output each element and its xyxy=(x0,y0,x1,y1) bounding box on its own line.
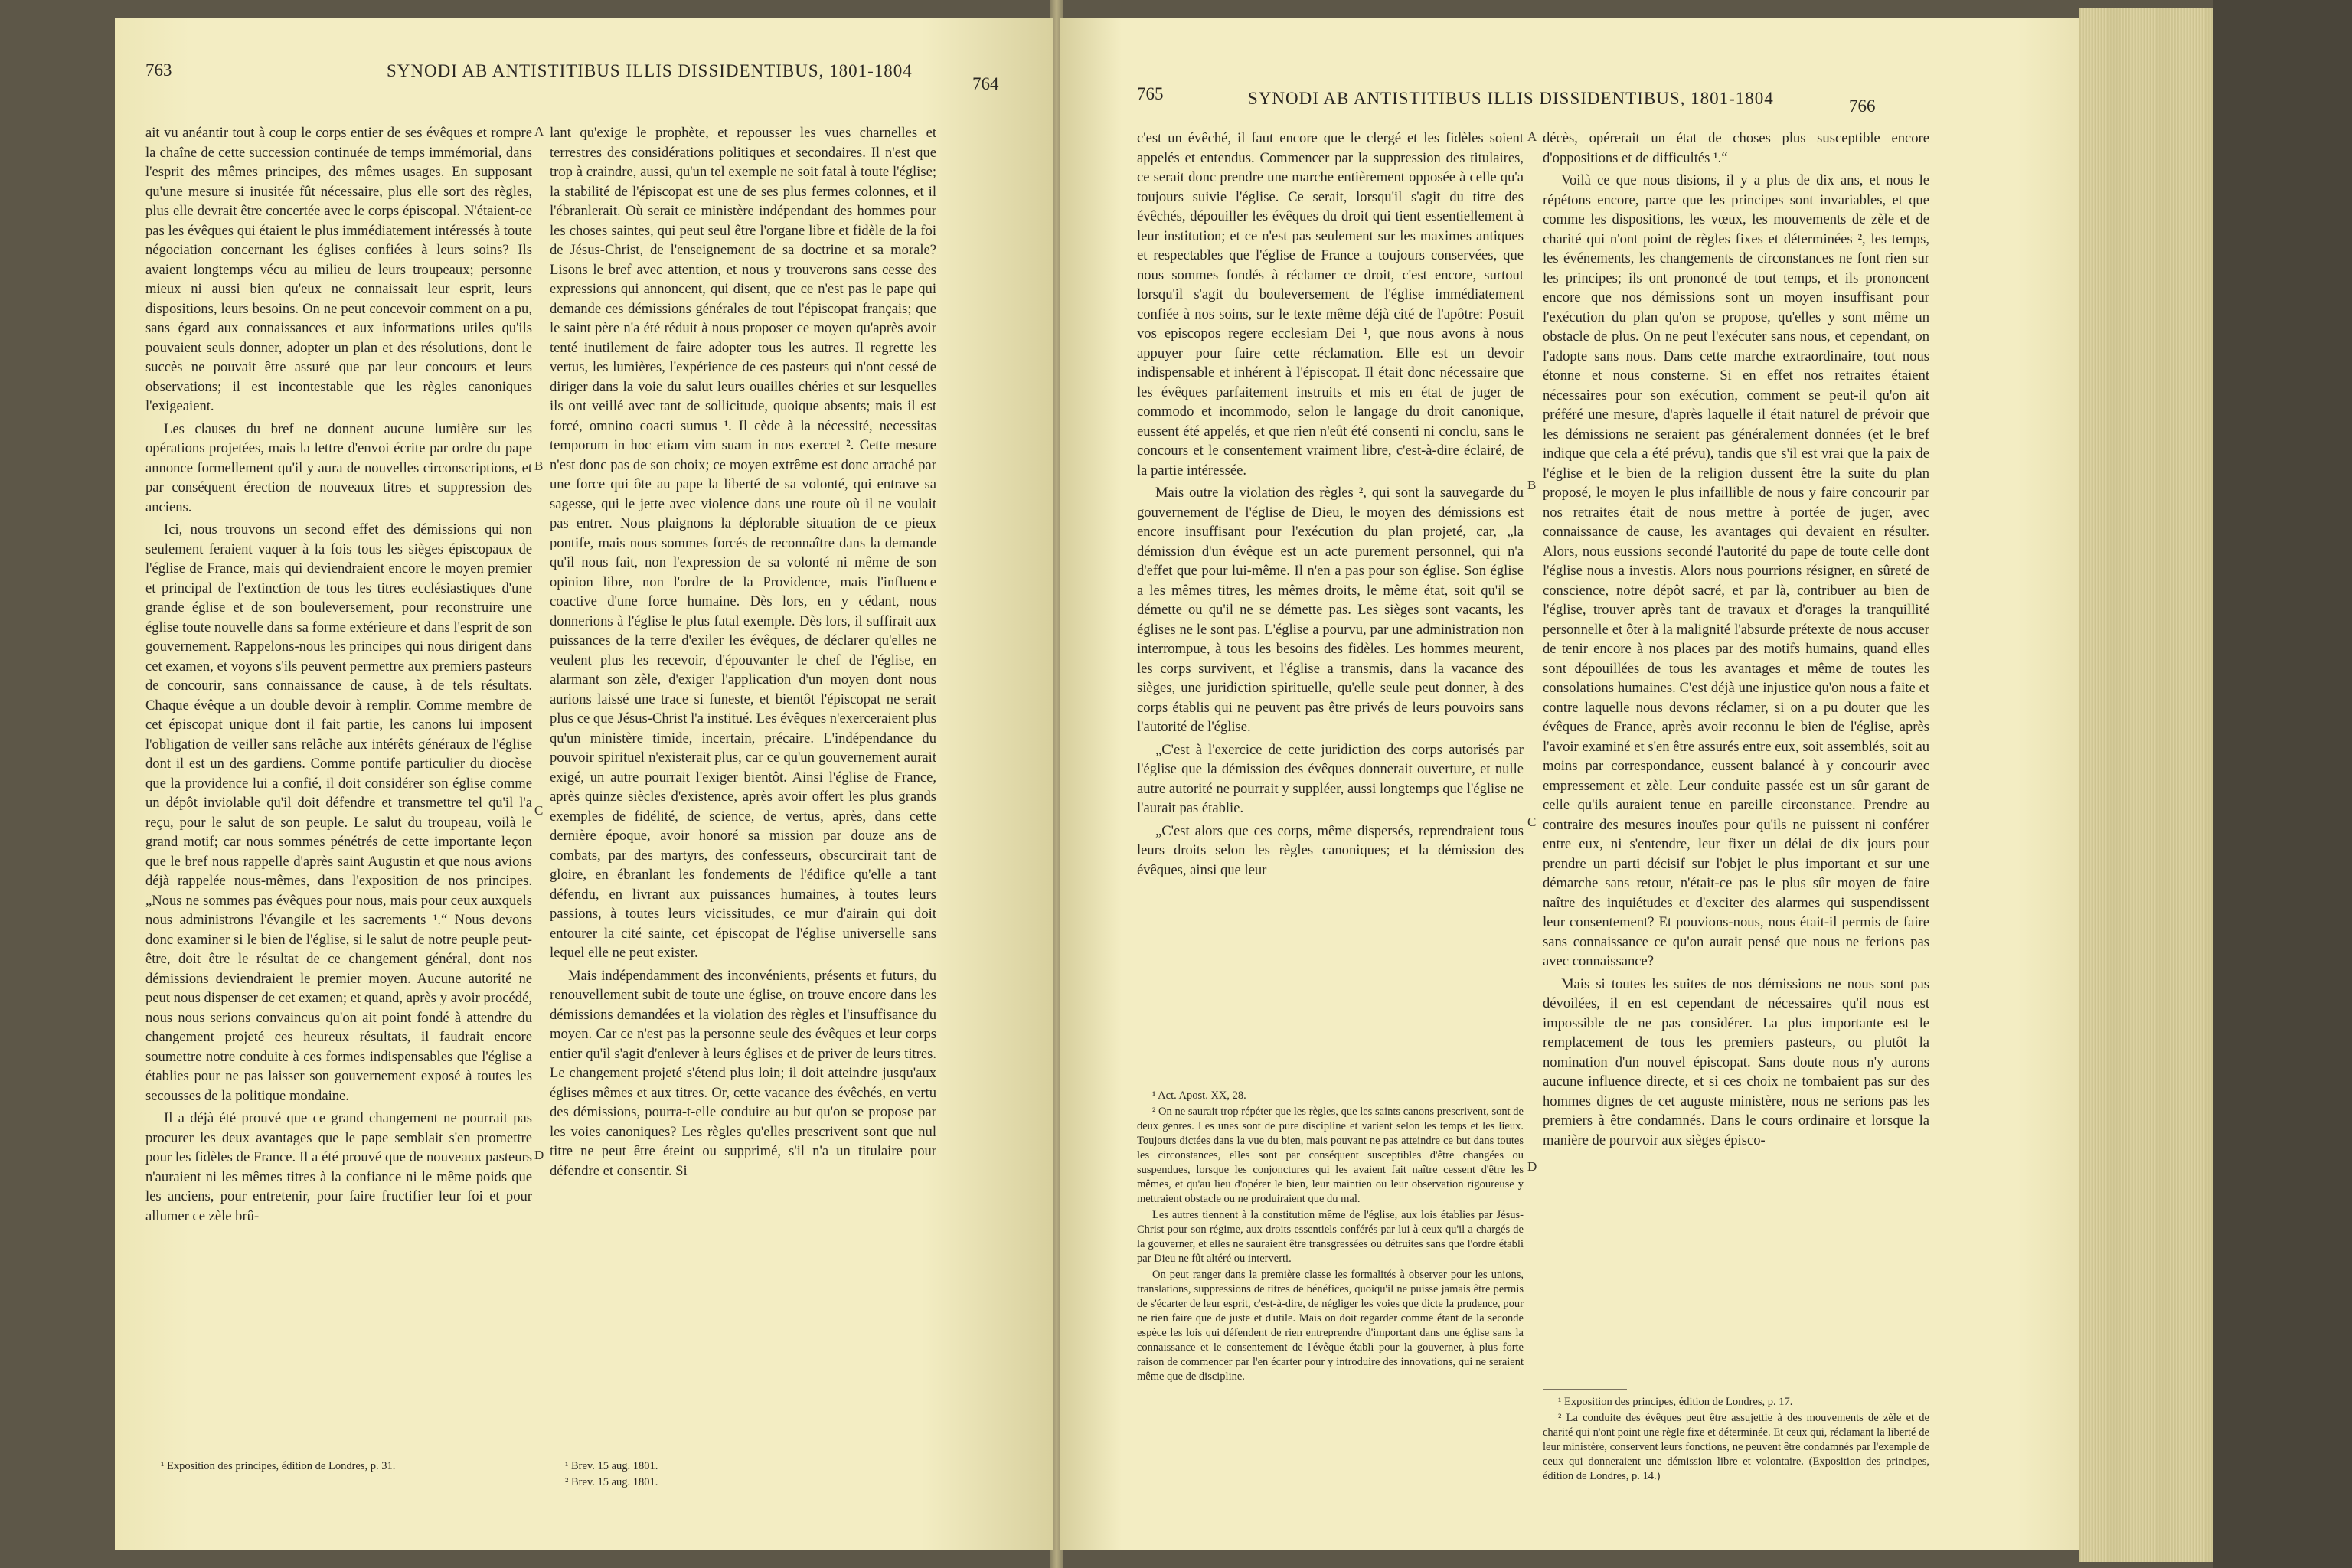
footnote: ² On ne saurait trop répéter que les règles, que les saints canons prescrivent, sont de deux genres. Les unes sont de pure discipline et varient selon les temps et les lieux. Toujours dictées dans la vue du bien, mais pouvant ne pas atteindre ce but dans toutes les circonstances, elles sont par conséquent susceptibles d'être changées ou suspendues, lorsque les conjonctures qui les avaient fait naître cessent d'être les mêmes, et qu'au lieu d'opérer le bien, leur maintien ou leur observation rigoureuse y mettraient obstacle ou ne produiraient que du mal. xyxy=(1137,1106,1524,1205)
footnote: Les autres tiennent à la constitution même de l'église, aux lois établies par Jésus-Christ pour son régime, aux droits essentiels conférés par lui à ceux qu'il a chargés de la gouverner, et elles ne sauraient être transgressées ou détruites sans que l'ordre établi par Dieu ne fût altéré ou interverti. xyxy=(1137,1209,1524,1265)
paragraph: Mais si toutes les suites de nos démissions ne nous sont pas dévoilées, il en est cependant de nécessaires qu'il nous est impossible de ne pas considérer. La plus importante est le remplacement de tous les premiers pasteurs, ou plutôt la nomination d'un nouvel épiscopat. Sans doute nous n'y aurons aucune influence directe, et si ces choix ne tombaient pas sur des hommes dignes de cet auguste ministère, nous ne serions pas les premiers à être condamnés. Dans le cours ordinaire et lorsque la manière de pourvoir aux sièges épisco- xyxy=(1543,975,1929,1148)
text-column-1 xyxy=(145,123,532,1229)
footnotes-column-2 xyxy=(1543,1395,1929,1485)
footnotes-column-1 xyxy=(1137,1089,1524,1386)
margin-mark-d: D xyxy=(534,1148,544,1162)
paragraph: Les clauses du bref ne donnent aucune lumière sur les opérations projetées, mais la lettre d'envoi écrite par ordre du pape annonce formellement qu'il y aura de nouvelles circonscriptions, et par conséquent érection de nouveaux titres et suppression des anciens. xyxy=(145,420,532,515)
margin-mark-a: A xyxy=(1527,129,1537,144)
text-column-1 xyxy=(1137,129,1524,883)
paragraph: Mais outre la violation des règles ², qui sont la sauvegarde du gouvernement de l'église de Dieu, le moyen des démissions est encore insuffisant pour l'exécution du plan projeté, car, „la démission d'un évêque est un acte purement personnel, qui n'a d'effet que pour lui-même. Il n'en a pas pour son église. Son église a les mêmes titres, les mêmes droits, le même état, soit qu'il se démette ou qu'il ne se démette pas. Les sièges sont vacants, les églises ne le sont pas. L'église a pourvu, par une administration non interrompue, à tous les besoins des fidèles. Les hommes meurent, les corps survivent, et l'église a transmis, dans la vacance des sièges, une juridiction spirituelle, qu'elle seule peut donner, à des corps établis qui ne peuvent pas être privés de leurs pouvoirs sans l'autorité de l'église. xyxy=(1137,485,1524,735)
paragraph: Ici, nous trouvons un second effet des démissions qui non seulement feraient vaquer à la fois tous les sièges épiscopaux de l'église de France, mais qui deviendraient encore le moyen premier et principal de l'extinction de tous les titres ecclésiastiques d'une grande église et de son bouleversement, pour reconstruire une église toute nouvelle dans sa forme extérieure et dans l'esprit de son gouvernement. Rappelons-nous les principes qui nous dirigent dans cet examen, et voyons s'ils peuvent permettre aux premiers pasteurs de concourir, sans connaissance de cause, à de tels résultats. Chaque évêque a un double devoir à remplir. Comme membre de cet épiscopat unique dont il fait partie, les canons lui imposent l'obligation de veiller sans relâche aux intérêts généraux de l'église dont il est un des gardiens. Comme pontife particulier du diocèse que la providence lui a confié, il doit considérer son église comme un dépôt inviolable qu'il doit défendre et transmettre tel qu'il l'a reçu, pour le salut de son peuple. Le salut du troupeau, voilà le grand motif; car nous sommes pénétrés de cette importante leçon que le bref nous rappelle d'après saint Augustin et que nous avions déjà rappelée nous-mêmes, dans l'exposition de nos principes. „Nous ne sommes pas évêques pour nous, mais pour ceux auxquels nous administrons l'évangile et les sacrements ¹.“ Nous devons donc examiner si le bien de l'église, si le salut de notre peuple peut-être, doit être le résultat de ce changement général, dont nos démissions deviendraient le premier moyen. Aucune autorité ne peut nous dispenser de cet examen; et quand, après y avoir procédé, nous nous serions convaincus qu'on ait point fondé à attendre du changement projeté ces heureux résultats, il faudrait encore soumettre notre conduite à ces formes indispensables que l'église a établies pour ne pas laisser son gouvernement exposé à toutes les secousses de la politique mondaine. xyxy=(145,521,532,1104)
margin-mark-d: D xyxy=(1527,1159,1537,1174)
footnote: ¹ Exposition des principes, édition de Londres, p. 17. xyxy=(1558,1396,1793,1408)
margin-mark-b: B xyxy=(534,459,544,473)
paragraph: c'est un évêché, il faut encore que le clergé et les fidèles soient appelés et entendus. Commencer par la suppression des titulaires, ce serait donc prendre une marche entièrement opposée à celle qu'a toujours suivie l'église. Ce serait, lorsqu'il s'agit du titre des évêchés, dépouiller les évêques du droit qui tient essentiellement à leur institution; et ce n'est pas seulement sur les maximes antiques et respectables que l'église de France a toujours conservées, que nous sommes fondés à réclamer ce droit, c'est encore, surtout lorsqu'il s'agit du bouleversement de l'église immédiatement confiée à nos soins, sur le texte même déjà cité de l'apôtre: Posuit vos episcopos regere ecclesiam Dei ¹, que nous avons à nous appuyer pour faire cette réclamation. Elle est un devoir indispensable et inhérent à l'épiscopat. Il était donc nécessaire que les évêques parfaitement instruits et mis en état de juger de commodo et incommodo, selon le langage du droit canonique, eussent été appelés, et que rien n'eût été consenti ni conclu, sans le concours et le consentement vraiment libre, c'est-à-dire éclairé, de la partie intéressée. xyxy=(1137,130,1524,479)
cover-board xyxy=(2213,0,2352,1568)
paragraph: Mais indépendamment des inconvénients, présents et futurs, du renouvellement subit de toute une église, on trouve encore dans les démissions demandées et la violation des règles et l'insuffisance du moyen. Car ce n'est pas la personne seule des évêques et leur corps entier qu'il s'agit d'enlever à leurs églises et de priver de leurs titres. Le changement projeté s'étend plus loin; il doit atteindre jusqu'aux églises mêmes et aux titres. Or, cette vacance des évêchés, en vertu des démissions, pourra-t-elle conduire au but qu'on se propose par les voies canoniques? Les règles qu'elles prescrivent sont que nul titre ne peut être éteint ou supprimé, s'il n'a un titulaire pour défendre et consentir. Si xyxy=(550,967,936,1179)
margin-mark-a: A xyxy=(534,124,544,139)
footnote: ¹ Brev. 15 aug. 1801. xyxy=(565,1460,658,1472)
text-column-2 xyxy=(550,123,936,1184)
page-edges xyxy=(2079,8,2213,1562)
paragraph: décès, opérerait un état de choses plus susceptible encore d'oppositions et de difficultés ¹.“ xyxy=(1543,130,1929,166)
margin-mark-c: C xyxy=(534,803,544,818)
paragraph: Il a déjà été prouvé que ce grand changement ne pourrait pas procurer les deux avantages que le pape semblait s'en promettre pour les fidèles de France. Il a été prouvé que de nouveaux pasteurs n'auraient ni les mêmes titres à la confiance ni le même poids que les anciens, pour entretenir, pour faire fructifier leur foi et pour allumer ce zèle brû- xyxy=(145,1110,532,1224)
text-column-2 xyxy=(1543,129,1929,1153)
footnote: ¹ Act. Apost. XX, 28. xyxy=(1152,1089,1246,1102)
page-number-right: 764 xyxy=(972,74,999,93)
page-number-left: 763 xyxy=(145,60,172,80)
footnote: ² Brev. 15 aug. 1801. xyxy=(565,1476,658,1488)
footnote: ¹ Exposition des principes, édition de Londres, p. 31. xyxy=(161,1460,396,1472)
margin-mark-c: C xyxy=(1527,815,1537,829)
footnote: On peut ranger dans la première classe les formalités à observer pour les unions, translations, suppressions de titres de bénéfices, quoiqu'il ne puisse jamais être permis de s'écarter de leur esprit, c'est-à-dire, de négliger les voies que dicte la prudence, pour ne rien faire que de juste et d'utile. Mais on doit regarder comme étant de la seconde espèce les lois qui défendent de rien entreprendre d'important dans une église sans la connaissance et le consentement de l'évêque établi pour la gouverner, à plus forte raison de commencer par l'en écarter pour y introduire des innovations, qui ne seraient même que de discipline. xyxy=(1137,1269,1524,1383)
footnotes-column-2 xyxy=(550,1459,936,1491)
running-head: SYNODI AB ANTISTITIBUS ILLIS DISSIDENTIBUS, 1801-1804 xyxy=(387,61,913,80)
left-page xyxy=(115,18,1053,1550)
page-number-left: 765 xyxy=(1137,84,1164,103)
paragraph: „C'est à l'exercice de cette juridiction des corps autorisés par l'église que la démission des évêques donnerait ouverture, et nulle autre autorité ne pourrait y suppléer, aussi longtemps que l'église ne l'aurait pas établie. xyxy=(1137,741,1524,816)
paragraph: lant qu'exige le prophète, et repousser les vues charnelles et terrestres des considérations politiques et secondaires. Il n'est que trop à craindre, aussi, qu'un tel exemple ne soit fatal à toute l'église; la stabilité de l'épiscopat est une de ses plus fermes colonnes, et il l'ébranlerait. Où serait ce ministère indépendant des hommes pour les choses saintes, qui peut seul être l'organe libre et fidèle de la foi de Jésus-Christ, de l'enseignement de sa doctrine et sa morale? Lisons le bref avec attention, et nous y trouverons sans cesse des expressions qui annoncent, qui disent, que ce n'est pas le pape qui demande ces démissions générales de tout l'épiscopat français; que le saint père n'a été réduit à nous proposer ce moyen qu'après avoir tenté inutilement de faire adopter tous les autres. Il regrette les vertus, les lumières, l'expérience de ces pasteurs qui n'ont cessé de diriger dans la voie du salut leurs ouailles chéries et sur lesquelles ils ont veillé avec tant de sollicitude, quoique absents; mais il est forcé, omnino coacti sumus ¹. Il cède à la nécessité, necessitas temporum in hoc etiam vim suam in nos exercet ². Cette mesure n'est donc pas de son choix; ce moyen extrême est donc arraché par une force qui ôte au pape la liberté de sa volonté, qui entrave sa sagesse, qui le jette avec violence dans une route où il ne voulait pas entrer. Nous plaignons la déplorable situation de ce pieux pontife, mais nous sommes forcés de reconnaître dans la demande qu'il nous fait, non l'expression de sa volonté ni même de son opinion libre, non l'ordre de la Providence, mais l'influence coactive d'une force humaine. Dès lors, en y cédant, nous donnerions à l'église le plus fatal exemple. Dès lors, il suffirait aux puissances de la terre d'exiler les évêques, de déclarer qu'elles ne veulent plus les recevoir, d'épouvanter le chef de l'église, en alarmant son zèle, d'exiger l'application d'un moyen dont nous aurions laissé une trace si funeste, et bientôt l'épiscopat ne serait plus ce que Jésus-Christ l'a institué. Les évêques n'exerceraient plus qu'un ministère timide, incertain, précaire. L'indépendance du pouvoir spirituel n'existerait plus, car ce qu'un gouvernement aurait exigé, un autre pourrait l'exiger bientôt. Ainsi l'église de France, après quinze siècles d'existence, après avoir offert les plus grands exemples de fidélité, de science, de vertus, après, dans cette dernière époque, avoir honoré sa mission par douze ans de combats, par des martyrs, des confesseurs, obscurcirait tant de gloire, en ébranlant les fondements de l'édifice qu'elle a tant défendu, en livrant aux puissances humaines, à toutes leurs passions, à toutes leurs vicissitudes, ce mur d'airain qui doit entourer la cité sainte, cet épiscopat de l'église universelle sans lequel elle ne peut exister. xyxy=(550,125,936,961)
paragraph: Voilà ce que nous disions, il y a plus de dix ans, et nous le répétons encore, parce que les principes sont invariables, et que comme les dispositions, les vœux, les mouvements de zèle et de charité qui n'ont point de règles fixes et déterminées ², les temps, les événements, les changements de circonstances ne font rien sur les principes; ils ont prononcé de tout temps, et ils prononcent encore que nos démissions sont un moyen insuffisant pour l'exécution du plan qu'on se propose, qu'elles y sont même un obstacle de plus. On ne peut l'exécuter sans nous, et cependant, on l'adopte sans nous. Dans cette marche extraordinaire, tout nous étonne et nous consterne. Si en effet nos retraites étaient nécessaires pour son exécution, comment se peut-il qu'on ait préféré une mesure, d'après laquelle il était naturel de prévoir que les démissions ne seraient pas généralement données (et le bref indique que cela a été prévu), tandis que s'il est vrai que la paix de l'église et le bien de la religion dussent être la suite du plan proposé, le moyen le plus infaillible de nous y faire concourir par nos retraites était de nous mettre à portée de juger, avec connaissance de cause, les avantages qui devaient en résulter. Alors, nous eussions secondé l'autorité du pape de toute celle dont l'église nous a investis. Alors nous pourrions résigner, en sûreté de conscience, notre dépôt sacré, et par là, contribuer au bien de l'église, trouver après tant de travaux et d'orages la tranquillité personnelle et ôter à la malignité l'absurde prétexte de nous accuser de tenir encore à nos places par des motifs humains, quand elles sont dépouillées de tous les avantages et même de toutes les consolations humaines. C'est déjà une injustice qu'on nous a faite et contre laquelle nous devons réclamer, si on a pu douter que les évêques de France, après avoir reconnu le bien de l'église, après l'avoir examiné et s'en être assurés entre eux, soit assemblés, soit au moins par correspondance, eussent balancé à y concourir avec empressement et zèle. Leur conduite passée est un sûr garant de celle qu'ils auraient tenue en pareille circonstance. Prendre au contraire des mesures inouïes pour qu'ils ne puissent ni conférer entre eux, ni s'entendre, leur fixer un délai de dix jours pour prendre un parti décisif sur l'objet le plus important et sur une démarche sans retour, n'était-ce pas le plus sûr moyen de faire naître des inquiétudes et d'exciter des alarmes qui suspendissent leur consentement? Et pouvions-nous, nous était-il permis de faire sans connaissance ce qu'on aurait pensé que nous ne ferions pas avec connaissance? xyxy=(1543,172,1929,969)
footnotes-column-1 xyxy=(145,1459,532,1475)
footnote: ² La conduite des évêques peut être assujettie à des mouvements de zèle et de charité qui n'ont point une règle fixe et déterminée. Et ceux qui, réclamant la liberté de leur ministère, conservent leurs fonctions, ne peuvent être condamnés par l'exemple de ceux qui donneraient une démission libre et volontaire. (Exposition des principes, édition de Londres, p. 14.) xyxy=(1543,1412,1929,1482)
running-head: SYNODI AB ANTISTITIBUS ILLIS DISSIDENTIBUS, 1801-1804 xyxy=(1248,89,1774,108)
paragraph: „C'est alors que ces corps, même dispersés, reprendraient tous leurs droits selon les règles canoniques; et la démission des évêques, ainsi que leur xyxy=(1137,822,1524,878)
margin-mark-b: B xyxy=(1527,478,1537,492)
right-page xyxy=(1060,18,2079,1550)
page-number-right: 766 xyxy=(1849,96,1876,116)
paragraph: ait vu anéantir tout à coup le corps entier de ses évêques et rompre la chaîne de cette succession continuée de temps immémorial, dans l'esprit des mêmes principes, des mêmes usages. En supposant qu'une mesure si inusitée fût nécessaire, plus elle sort des règles, plus elle devrait être concertée avec le corps épiscopal. N'étaient-ce pas les évêques qui étaient le plus immédiatement intéressés à toute négociation concernant les églises confiées à leurs soins? Ils avaient longtemps vécu au milieu de leurs troupeaux; personne mieux ni aussi bien qu'eux ne connaissait leur esprit, leurs dispositions, leurs besoins. On ne peut concevoir comment on a pu, sans égard aux connaissances et aux informations utiles qu'ils pouvaient seuls donner, adopter un plan et des résolutions, dont le succès ne pouvait être assuré que par leur concours et leurs observations; il est incontestable que les règles canoniques l'exigeaient. xyxy=(145,125,532,414)
footnote-rule xyxy=(1543,1389,1627,1390)
